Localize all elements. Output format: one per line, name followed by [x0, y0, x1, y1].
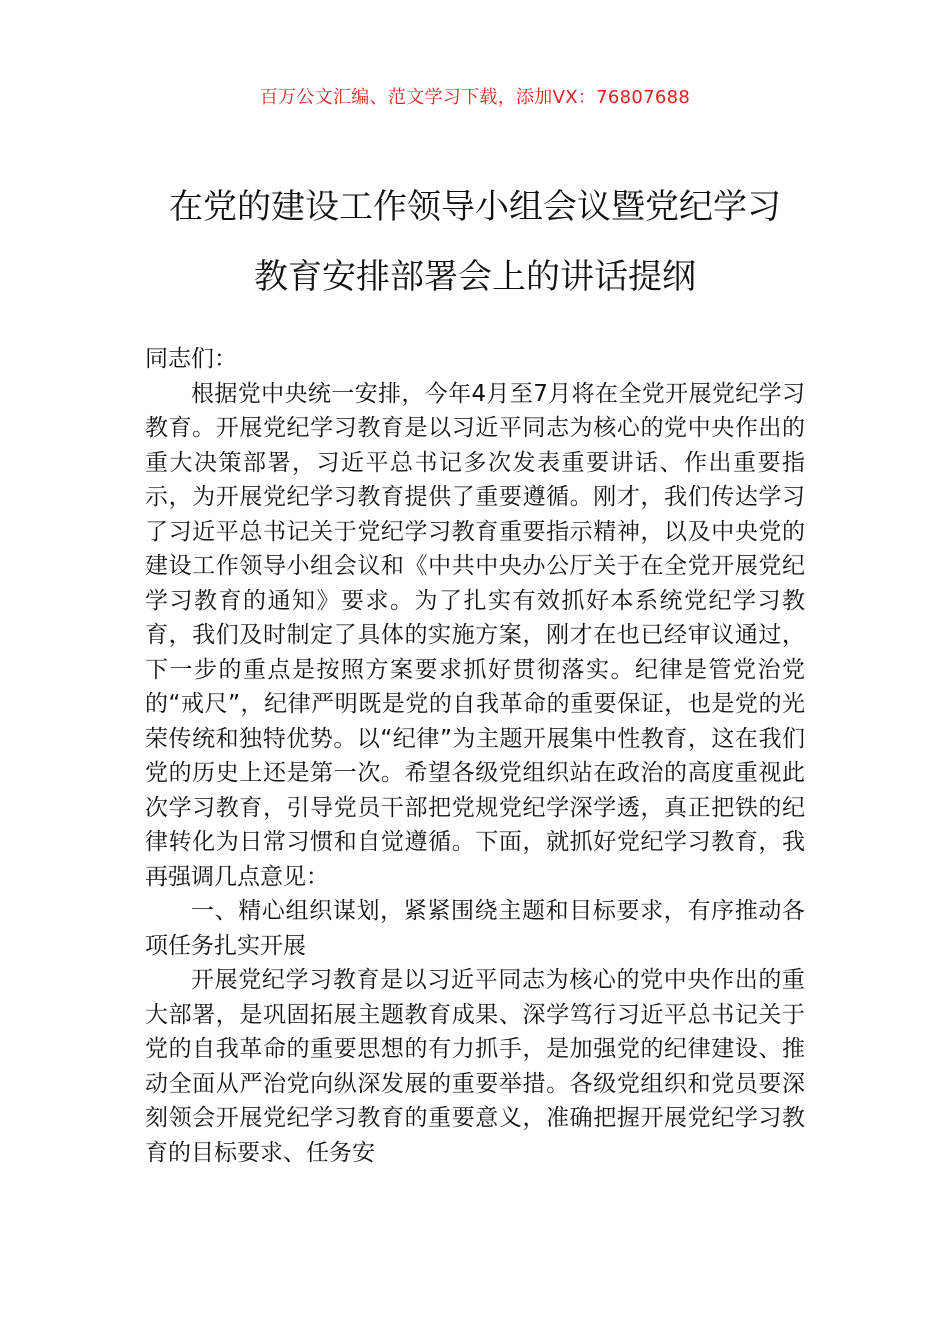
salutation: 同志们： [145, 346, 237, 372]
title-line-2: 教育安排部署会上的讲话提纲 [254, 257, 696, 297]
title-line-1: 在党的建设工作领导小组会议暨党纪学习 [169, 187, 781, 227]
section-heading-1: 一、精心组织谋划，紧紧围绕主题和目标要求，有序推动各项任务扎实开展 [145, 898, 805, 959]
paragraph-section-1: 开展党纪学习教育是以习近平同志为核心的党中央作出的重大部署，是巩固拓展主题教育成果、深学笃行习近平总书记关于党的自我革命的重要思想的有力抓手，是加强党的纪律建设、推动全面从严治党向纵深发展的重要举措。各级党组织和党员要深刻领会开展党纪学习教育的重要意义，准确把握开展党纪学习教育的目标要求、任务安 [145, 967, 805, 1166]
document-body [145, 342, 805, 1170]
page-title [120, 172, 830, 312]
download-banner: 百万公文汇编、范文学习下载，添加VX：76807688 [259, 87, 691, 108]
paragraph-intro: 根据党中央统一安排，今年4月至7月将在全党开展党纪学习教育。开展党纪学习教育是以习近平同志为核心的党中央作出的重大决策部署，习近平总书记多次发表重要讲话、作出重要指示，为开展党纪学习教育提供了重要遵循。刚才，我们传达学习了习近平总书记关于党纪学习教育重要指示精神，以及中央党的建设工作领导小组会议和《中共中央办公厅关于在全党开展党纪学习教育的通知》要求。为了扎实有效抓好本系统党纪学习教育，我们及时制定了具体的实施方案，刚才在也已经审议通过，下一步的重点是按照方案要求抓好贯彻落实。纪律是管党治党的“戒尺”，纪律严明既是党的自我革命的重要保证，也是党的光荣传统和独特优势。以“纪律”为主题开展集中性教育，这在我们党的历史上还是第一次。希望各级党组织站在政治的高度重视此次学习教育，引导党员干部把党规党纪学深学透，真正把铁的纪律转化为日常习惯和自觉遵循。下面，就抓好党纪学习教育，我再强调几点意见： [145, 380, 805, 890]
